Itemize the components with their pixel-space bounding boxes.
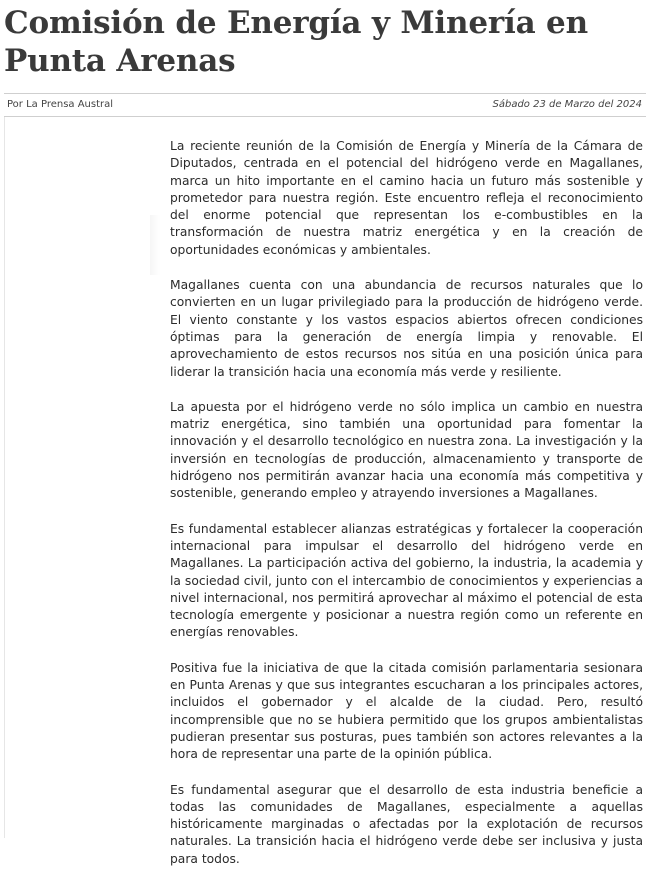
article-paragraph: La apuesta por el hidrógeno verde no sólo implica un cambio en nuestra matriz energética, sino también una oportunidad para fomentar la innovación y el desarrollo tecnológico en nuestra zona. La investigación y la inversión en tecnologías de producción, almacenamiento y transporte de hidrógeno nos permitirán avanzar hacia una economía más competitiva y sostenible, generando empleo y atrayendo inversiones a Magallanes. xyxy=(170,399,643,501)
column-divider xyxy=(4,117,5,838)
article-title: Comisión de Energía y Minería en Punta Arenas xyxy=(4,5,588,79)
article-body xyxy=(170,138,643,886)
article-paragraph: Positiva fue la iniciativa de que la citada comisión parlamentaria sesionara en Punta Arenas y que sus integrantes escucharan a los principales actores, incluidos el gobernador y el alcalde de la ciudad. Pero, resultó incomprensible que no se hubiera permitido que los grupos ambientalistas pudieran presentar sus posturas, pues también son actores relevantes a la hora de representar una parte de la opinión pública. xyxy=(170,660,643,762)
article-author: Por La Prensa Austral xyxy=(7,99,114,110)
decorative-shadow xyxy=(150,215,160,275)
article-date: Sábado 23 de Marzo del 2024 xyxy=(492,99,642,110)
article-paragraph: Es fundamental asegurar que el desarrollo de esta industria beneficie a todas las comunidades de Magallanes, especialmente a aquellas históricamente marginadas o afectadas por la explotación de recursos naturales. La transición hacia el hidrógeno verde debe ser inclusiva y justa para todos. xyxy=(170,782,643,866)
byline-bar xyxy=(4,93,646,117)
article-paragraph: Es fundamental establecer alianzas estratégicas y fortalecer la cooperación internacional para impulsar el desarrollo del hidrógeno verde en Magallanes. La participación activa del gobierno, la industria, la academia y la sociedad civil, junto con el intercambio de conocimientos y experiencias a nivel internacional, nos permitirá aprovechar al máximo el potencial de esta tecnología emergente y posicionar a nuestra región como un referente en energías renovables. xyxy=(170,521,643,640)
article-paragraph: La reciente reunión de la Comisión de Energía y Minería de la Cámara de Diputados, centrada en el potencial del hidrógeno verde en Magallanes, marca un hito importante en el camino hacia un futuro más sostenible y prometedor para nuestra región. Este encuentro refleja el reconocimiento del enorme potencial que representan los e-combustibles en la transformación de nuestra matriz energética y en la creación de oportunidades económicas y ambientales. xyxy=(170,139,643,257)
article-paragraph: Magallanes cuenta con una abundancia de recursos naturales que lo convierten en un lugar privilegiado para la producción de hidrógeno verde. El viento constante y los vastos espacios abiertos ofrecen condiciones óptimas para la generación de energía limpia y renovable. El aprovechamiento de estos recursos nos sitúa en una posición única para liderar la transición hacia una economía más verde y resiliente. xyxy=(170,278,643,379)
